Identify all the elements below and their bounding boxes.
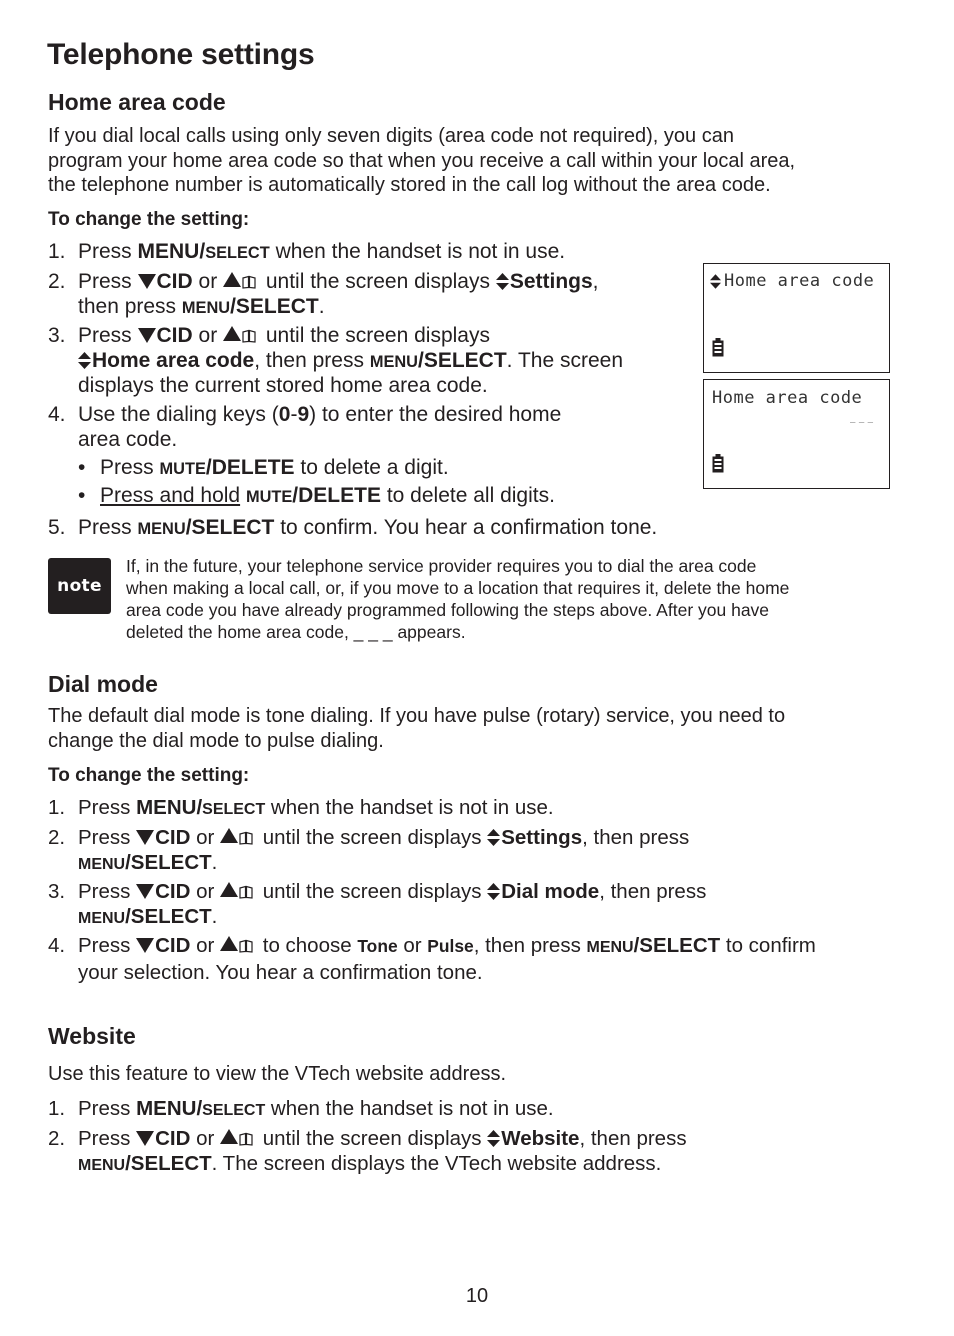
step-number: 4. [48,403,66,426]
battery-icon [712,338,724,357]
subheading-change-setting: To change the setting: [48,765,250,786]
step-text: Press MENU/SELECT when the handset is not in use. [78,240,566,263]
step-number: 3. [48,324,66,347]
down-arrow-icon [138,328,156,343]
section-heading-home-area-code: Home area code [48,89,226,115]
down-arrow-icon [136,830,154,845]
step-text: Press CID or until the screen displays Dial mode, then press MENU/SELECT. [78,880,707,928]
step-number: 5. [48,516,66,539]
step-text: Press CID or until the screen displays Settings, then press MENU/SELECT. [78,826,690,874]
scroll-updown-icon [710,274,721,289]
down-arrow-icon [136,1131,154,1146]
subheading-change-setting: To change the setting: [48,209,250,230]
step-text: Use the dialing keys (0-9) to enter the desired home area code. [78,403,562,451]
note-badge: note [48,558,111,614]
step-text: Press MENU/SELECT when the handset is not in use. [78,1097,554,1120]
step-text: Press MENU/SELECT when the handset is not in use. [78,796,554,819]
section-heading-dial-mode: Dial mode [48,671,158,697]
page-title: Telephone settings [47,38,315,71]
dial-mode-intro: The default dial mode is tone dialing. If you have pulse (rotary) service, you need to change the dial mode to pulse dialing. [48,705,786,752]
down-arrow-icon [136,938,154,953]
up-arrow-icon [220,882,238,897]
intro-line: the telephone number is automatically stored in the call log without the area code. [48,174,771,196]
up-arrow-icon [223,326,241,341]
step-number: 2. [48,270,66,293]
down-arrow-icon [136,884,154,899]
up-arrow-icon [220,828,238,843]
scroll-updown-icon [487,1130,500,1147]
scroll-updown-icon [496,273,509,290]
section-heading-website: Website [48,1023,136,1049]
scroll-updown-icon [487,829,500,846]
phonebook-icon [242,329,256,343]
lcd-text: Home area code [712,388,863,408]
scroll-updown-icon [78,352,91,369]
step-text: Press MENU/SELECT to confirm. You hear a confirmation tone. [78,516,658,539]
phonebook-icon [242,275,256,289]
up-arrow-icon [223,272,241,287]
home-area-code-intro [48,124,795,198]
step-text: Press CID or until the screen displays Settings, then press MENU/SELECT. [78,270,599,318]
note-text: If, in the future, your telephone service provider requires you to dial the area code when making a local call, or, if you move to a location that requires it, delete the home area code you have already programmed following the steps above. After you have deleted the home area code, _ _ _ appears. [126,556,790,642]
intro-line: program your home area code so that when you receive a call within your local area, [48,149,796,172]
lcd-screen-2 [703,379,890,489]
website-intro: Use this feature to view the VTech website address. [48,1063,507,1085]
down-arrow-icon [138,274,156,289]
step-text: Press CID or until the screen displays Home area code, then press MENU/SELECT. The screen displays the current stored home area code. [78,324,624,397]
phonebook-icon [239,939,253,953]
lcd-blank-digits: _ _ _ [850,414,873,424]
up-arrow-icon [220,936,238,951]
lcd-screen-1 [703,263,890,373]
intro-line: If you dial local calls using only seven digits (area code not required), you can [48,125,734,147]
battery-icon [712,454,724,473]
lcd-text: Home area code [724,271,875,291]
step-text: Press CID or until the screen displays Website, then press MENU/SELECT. The screen displays the VTech website address. [78,1127,687,1175]
step-number: 1. [48,240,66,263]
page-number: 10 [465,1285,489,1307]
step-text: Press CID or to choose Tone or Pulse, then press MENU/SELECT to confirm your selection. You hear a confirmation tone. [78,934,816,984]
phonebook-icon [239,885,253,899]
phonebook-icon [239,1132,253,1146]
phonebook-icon [239,831,253,845]
scroll-updown-icon [487,883,500,900]
up-arrow-icon [220,1129,238,1144]
